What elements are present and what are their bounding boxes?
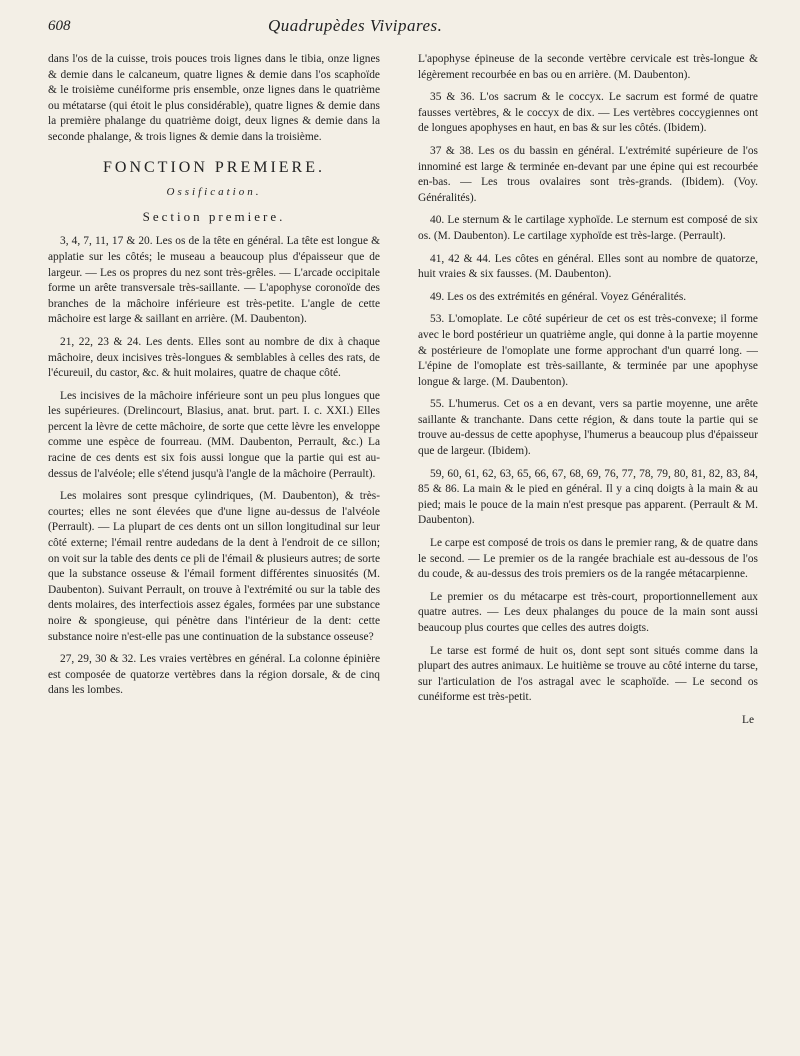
paragraph: L'apophyse épineuse de la seconde vertèbre cervicale est très-longue & légèrement recourbée en bas ou en arrière. (M. Daubenton).	[418, 53, 758, 81]
page-header	[48, 14, 754, 44]
paragraph: dans l'os de la cuisse, trois pouces trois lignes dans le tibia, onze lignes & demie dans le calcaneum, quatre lignes & demie dans l'os scaphoïde & le troisième cunéiforme pris ensemble, onze lignes dans le quatrième ou métatarse (qui étoit le plus considérable), quatre lignes & demie dans la première phalange du quatrième doigt, deux lignes & demie dans la seconde phalange, & trois lignes & demie dans la troisième.	[48, 53, 380, 143]
paragraph: Les incisives de la mâchoire inférieure sont un peu plus longues que les supérieures. (Drelincourt, Blasius, anat. brut. part. I. c. XXI.) Elles percent la lèvre de cette mâchoire, de sorte que cette lèvre les enveloppe comme une espèce de fourreau. (MM. Daubenton, Perrault, &c.) La racine de ces dents est six fois aussi longue que la partie qui est au-dessus de l'alvéole; elle s'étend jusqu'à l'angle de la mâchoire (Perrault).	[48, 389, 380, 480]
subsection-heading: Ossification.	[166, 186, 262, 199]
left-column	[48, 52, 380, 1042]
paragraph: Le tarse est formé de huit os, dont sept sont situés comme dans la plupart des autres animaux. Le huitième se trouve au côté interne du tarse, sur l'articulation de l'os astragal avec le scaphoïde. — Le second os cunéiforme est très-petit.	[418, 644, 758, 704]
section-label: Section premiere.	[142, 208, 286, 224]
paragraph: 49. Les os des extrémités en général. Voyez Généralités.	[430, 290, 687, 303]
page-number: 608	[48, 18, 71, 34]
paragraph: Les molaires sont presque cylindriques, (M. Daubenton), & très-courtes; elles ne sont élevées que d'une ligne au-dessus de l'alvéole (Perrault). — La plupart de ces dents ont un sillon longitudinal sur leur côté externe; l'émail rentre audedans de la dent à l'endroit de ce sillon; on voit sur la table des dents ce pli de l'émail & plusieurs autres; de sorte que la substance osseuse & l'émail forment différentes sinuosités (M. Daubenton). Suivant Perrault, on trouve à l'extrémité ou sur la table des dents molaires, des interfectiois assez égales, formées par une substance noire & spongieuse, qui pénètre dans l'intérieur de la dent: cette substance noire n'est-elle pas une continuation de la substance osseuse?	[48, 490, 380, 643]
paragraph: 40. Le sternum & le cartilage xyphoïde. Le sternum est composé de six os. (M. Daubenton). Le cartilage xyphoïde est très-large. (Perrault).	[418, 214, 758, 242]
paragraph: 53. L'omoplate. Le côté supérieur de cet os est très-convexe; il forme avec le bord postérieur un quatrième angle, qui donne à la partie moyenne & postérieure de l'omoplate une forme approchant d'un quarré long. — L'épine de l'omoplate est très-saillante, & terminée par une apophyse longue & large. (M. Daubenton).	[418, 313, 758, 388]
paragraph: 41, 42 & 44. Les côtes en général. Elles sont au nombre de quatorze, huit vraies & six fausses. (M. Daubenton).	[418, 252, 758, 281]
paragraph: 27, 29, 30 & 32. Les vraies vertèbres en général. La colonne épinière est composée de quatorze vertèbres dans la région dorsale, & de cinq dans les lombes.	[48, 653, 380, 697]
right-column	[418, 52, 758, 1042]
section-heading: FONCTION PREMIERE.	[102, 158, 325, 176]
paragraph: 3, 4, 7, 11, 17 & 20. Les os de la tête en général. La tête est longue & applatie sur les côtés; le museau a beaucoup plus d'épaisseur que de largeur. — Les os propres du nez sont très-grêles. — L'arcade occipitale forme un arête transversale très-saillante. — L'apophyse coronoïde des branches de la mâchoire inférieure est très-petite. L'angle de cette mâchoire est large & saillant en arrière. (M. Daubenton).	[48, 235, 380, 326]
running-title: Quadrupèdes Vivipares.	[268, 16, 443, 35]
paragraph: 21, 22, 23 & 24. Les dents. Elles sont au nombre de dix à chaque mâchoire, deux incisives très-longues & semblables à celles des rats, de l'écureuil, du castor, &c. & huit molaires, quatre de chaque côté.	[48, 335, 380, 380]
catchword: Le	[741, 713, 754, 726]
paragraph: 35 & 36. L'os sacrum & le coccyx. Le sacrum est formé de quatre fausses vertèbres, & le coccyx de dix. — Les vertèbres coccygiennes ont de longues apophyses en haut, en bas & sur les côtés. (Ibidem).	[418, 91, 758, 135]
paragraph: Le premier os du métacarpe est très-court, proportionnellement aux quatre autres. — Les deux phalanges du pouce de la main sont aussi beaucoup plus courtes que celles des autres doigts.	[418, 590, 758, 634]
paragraph: Le carpe est composé de trois os dans le premier rang, & de quatre dans le second. — Le premier os de la rangée brachiale est au-dessous de l'os du coude, & au-dessus des trois premiers os de la rangée métacarpienne.	[418, 537, 758, 581]
paragraph: 59, 60, 61, 62, 63, 65, 66, 67, 68, 69, 76, 77, 78, 79, 80, 81, 82, 83, 84, 85 & 86. La main & le pied en général. Il y a cinq doigts à la main & au pied; mais le pouce de la main n'est presque pas apparent. (Perrault & M. Daubenton).	[418, 467, 758, 527]
paragraph: 37 & 38. Les os du bassin en général. L'extrémité supérieure de l'os innominé est large & terminée en-devant par une épine qui est recourbée en-bas. — Les trous ovalaires sont très-grands. (Ibidem). (Voy. Généralités).	[418, 144, 758, 204]
paragraph: 55. L'humerus. Cet os a en devant, vers sa partie moyenne, une arête saillante & tranchante. Dans cette région, & dans toute la partie qui se trouve au-dessus de cette apophyse, l'humerus a beaucoup plus d'épaisseur que de largeur. (Ibidem).	[418, 398, 758, 458]
